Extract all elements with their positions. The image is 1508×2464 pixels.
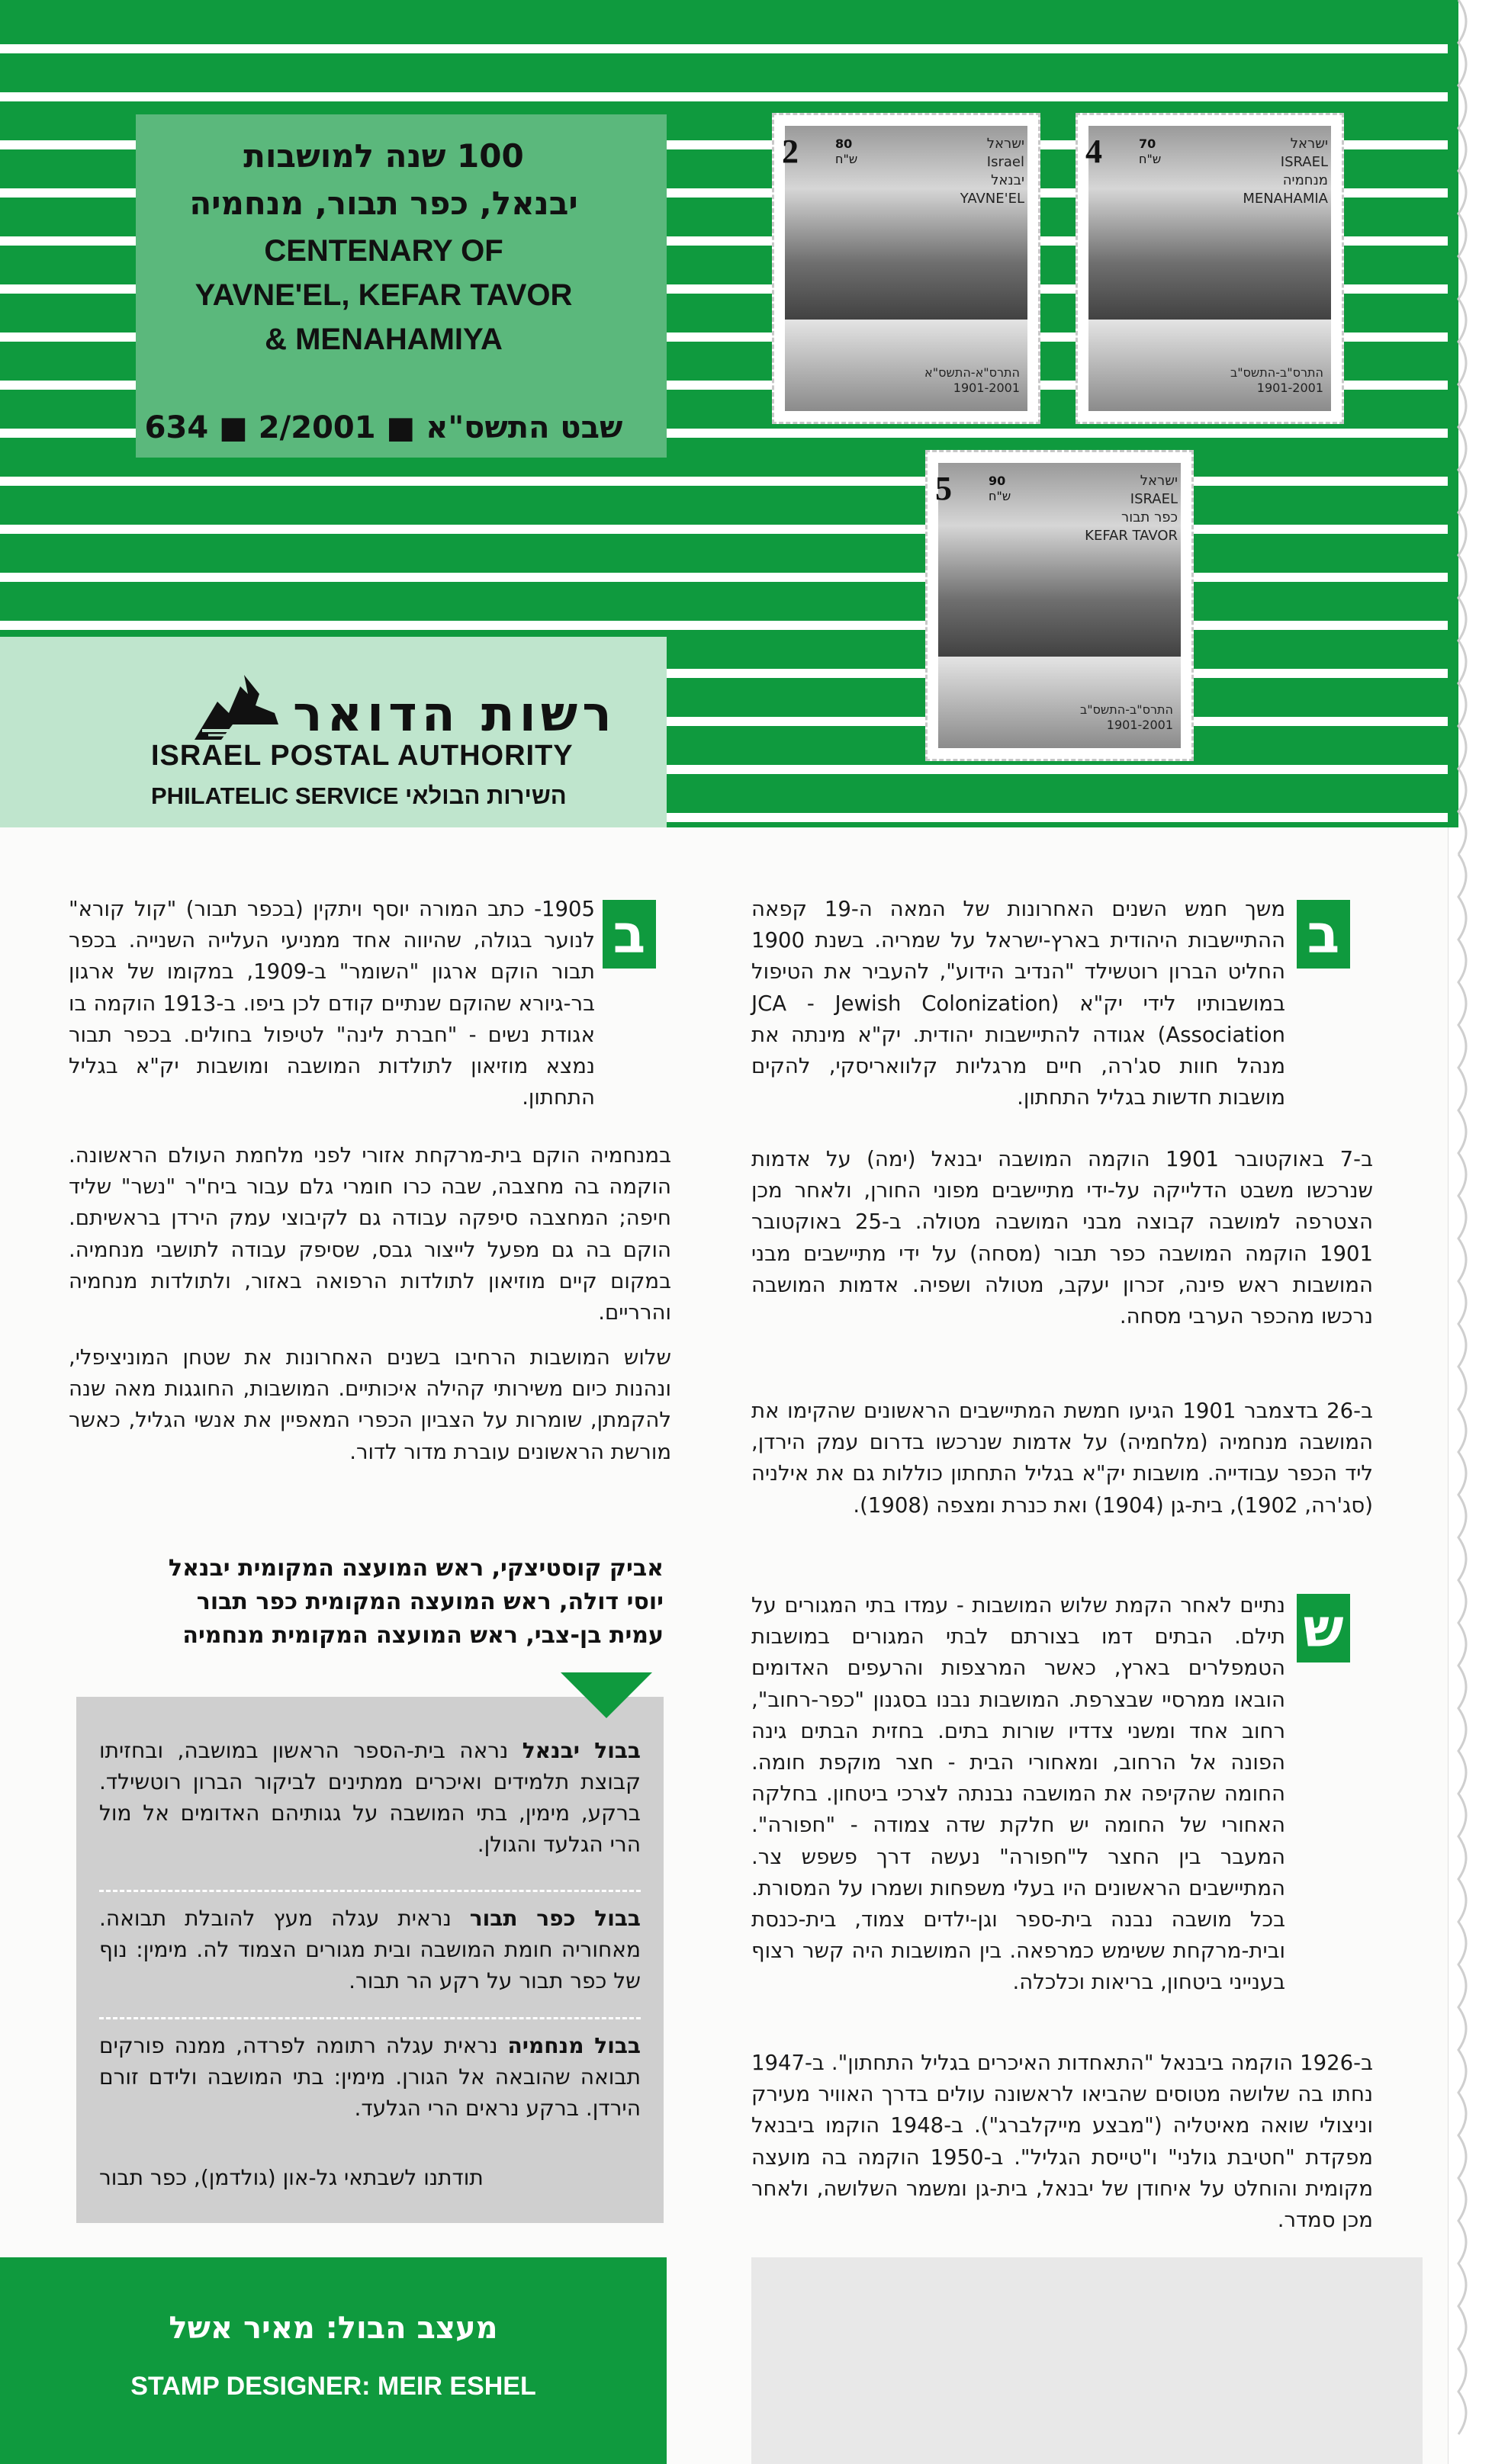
designer-english: STAMP DESIGNER: MEIR ESHEL <box>130 2372 536 2401</box>
stamp-value-unit: ש"ח <box>1139 152 1162 166</box>
philatelic-service: PHILATELIC SERVICE השירות הבולאי <box>151 782 567 809</box>
stamp-caption: ישראל ISRAEL כפר תבור KEFAR TAVOR <box>1085 473 1178 544</box>
signatures <box>53 1552 664 1653</box>
authority-name: ISRAEL POSTAL AUTHORITY <box>151 740 574 772</box>
history-text-later: ב-1926 הוקמה ביבנאל "התאחדות האיכרים בגליל התחתון". ב-1947 נחתו בה שלושה מטוסים שהביאו לראשונה עולים בדרך האוויר מעירק וניצולי שואה מאיטליה ("מבצע מייקלברג"). ב-1948 הוקמו ביבנאל מפקדת "חטיבת גולני" ו"טייסת הגליל". ב-1950 הוקמה בה מועצה מקומית והוחלט על איחודן של יבנאל, בית-גן ומשמר השלושה, ולאחר מכן סמדר. <box>751 2051 1374 2233</box>
designer-hebrew: מעצב הבול: מאיר אשל <box>169 2311 498 2346</box>
stamp-caption: ישראל Israel יבנאל YAVNE'EL <box>960 136 1024 207</box>
stamp-caption: ישראל ISRAEL מנחמיה MENAHAMIA <box>1243 136 1328 207</box>
divider <box>99 2017 641 2019</box>
stamp-value: 4 <box>1085 133 1102 170</box>
stamp-value: 2 <box>782 133 799 170</box>
faint-background-panel <box>751 2257 1423 2464</box>
issue-number: 634 ■ 2/2001 ■ שבט התשס"א <box>144 410 623 445</box>
title-panel <box>136 114 667 458</box>
description-lead: בבול מנחמיה <box>507 2033 641 2058</box>
stamp-value: 5 <box>935 470 952 507</box>
description-lead: בבול כפר תבור <box>469 1906 641 1931</box>
divider <box>99 1890 641 1892</box>
down-arrow-icon <box>561 1672 652 1718</box>
description-text: נראית עגלה רתומה לפרדה, ממנה פורקים תבואה שהובאה אל הגורן. מימין: בתי המושבה ולידם זורם הירדן. ברקע נראים הרי הגלעד. <box>99 2033 641 2121</box>
dropcap-bet-left: ב <box>603 900 656 969</box>
title-english-line2: YAVNE'EL, KEFAR TAVOR <box>195 278 573 312</box>
history-text-architecture: נתיים לאחר הקמת שלוש המושבות - עמדו בתי המגורים על תילם. הבתים דמו בצורתם לבתי המגורים במושבות הטמפלרים בארץ, כאשר המרצפות והרעפים האדומים הובאו ממרסיי שבצרפת. המושבות נבנו בסגנון "כפר-רחוב", רחוב אחד ומשני צדדיו שורות בתים. בחזית הבתים גינה הפונה אל הרחוב, ומאחורי הבית - חצר מוקפת חומה. החומה שהקיפה את המושבה נבנתה לצרכי ביטחון. בחלקה האחורי של החומה יש חלקת שדה צמודה - "חפורה". המעבר בין החצר ל"חפורה" נעשה דרך פשפש צר. המתיישבים הראשונים היו בעלי משפחות ושמרו על המסורת. בכל מושבה נבנה בית-ספר וגן-ילדים צמוד, בית-כנסת ובית-מרקחת ששימש כמרפאה. בין המושבות היה קשר רצוף בענייני ביטחון, בריאות וכלכלה. <box>751 1593 1285 1995</box>
stamp-menahamia <box>1076 113 1344 424</box>
history-text-today: שלוש המושבות הרחיבו בשנים האחרונות את שטחן המוניציפלי, ונהנות כיום משירותי קהילה איכותיים. המושבות, החוגגות מאה שנה להקמתן, שומרות על הצביון הכפרי המאפיין את אנשי הגליל, כאשר מורשת הראשונים עוברת מדור לדור. <box>69 1345 671 1464</box>
description-menahamia <box>99 2030 641 2124</box>
stamp-kefar-tavor <box>925 450 1194 761</box>
stamp-date: התרס"א-התשס"א 1901-2001 <box>924 365 1020 395</box>
title-english-line3: & MENAHAMIYA <box>265 323 503 356</box>
history-text-kefar-tavor: 1905- כתב המורה יוסף ויתקין (בכפר תבור) "קול קורא" לנוער בגולה, שהיווה אחד ממניעי העלייה השנייה. בכפר תבור הוקם ארגון "השומר" ב-1909, במקומו של ארגון בר-גיורא שהוקם שנתיים קודם לכן ביפו. ב-1913 הוקמה בו אגודת נשים - "חברת לינה" לטיפול בחולים. בכפר תבור נמצא מוזיאון לתולדות המושבה ומושבות יק"א בגליל התחתון. <box>69 897 595 1110</box>
stamp-date: התרס"ב-התשס"ב 1901-2001 <box>1230 365 1323 395</box>
stamp-yavneel <box>772 113 1040 424</box>
stamp-value-unit: ש"ח <box>835 152 858 166</box>
stamp-value-agorot: 90 <box>989 474 1006 488</box>
stamp-date: התרס"ב-התשס"ב 1901-2001 <box>1079 702 1173 732</box>
stamp-value-agorot: 80 <box>835 137 853 151</box>
history-text-intro: משך חמש השנים האחרונות של המאה ה-19 קפאה ההתיישבות היהודית בארץ-ישראל על שמריה. בשנת 1900 החליט הברון רוטשילד "הנדיב הידוע", להעביר את הטיפול במושבותיו לידי יק"א (JCA - Jewish Colonization Association) אגודה להתיישבות יהודית. יק"א מינתה את מנהל חוות סג'רה, חיים מרגליות קלוואריסקי, להקים מושבות חדשות בגליל התחתון. <box>751 897 1285 1110</box>
dropcap-bet: ב <box>1297 900 1350 969</box>
authority-logo-text: רשות הדואר <box>293 686 616 743</box>
description-text: נראית עגלה מעץ להובלת תבואה. מאחוריה חומת המושבה ובית מגורים הצמוד לה. מימין: נוף של כפר תבור על רקע הר תבור. <box>99 1906 641 1993</box>
stamp-value-agorot: 70 <box>1139 137 1156 151</box>
description-text: נראה בית-הספר הראשון במושבה, ובחזיתו קבוצת תלמידים ואיכרים ממתינים לביקור הברון רוטשילד. ברקע, מימין, בתי המושבה על גגותיהם האדומים אל מול הרי הגלעד והגולן. <box>99 1738 641 1857</box>
designer-band <box>0 2257 667 2464</box>
title-hebrew-line1: 100 שנה למושבות <box>243 137 524 175</box>
perforated-edge <box>1448 0 1508 2464</box>
dropcap-shin: ש <box>1297 1594 1350 1662</box>
title-hebrew-line2: יבנאל, כפר תבור, מנחמיה <box>189 185 578 222</box>
description-lead: בבול יבנאל <box>522 1738 641 1763</box>
stag-logo-icon <box>187 671 286 747</box>
signature-kefar-tavor: יוסי דולה, ראש המועצה המקומית כפר תבור <box>196 1589 664 1615</box>
description-yavneel <box>99 1735 641 1860</box>
title-english-line1: CENTENARY OF <box>264 234 503 268</box>
stamp-value-unit: ש"ח <box>989 489 1011 503</box>
title-english <box>136 229 632 361</box>
signature-yavneel: אביק קוסטיצקי, ראש המועצה המקומית יבנאל <box>168 1555 664 1582</box>
signature-menahamia: עמית בן-צבי, ראש המועצה המקומית מנחמיה <box>182 1622 664 1649</box>
history-text-menahamia: ב-26 בדצמבר 1901 הגיעו חמשת המתיישבים הראשונים שהקימו את המושבה מנחמיה (מלחמיה) על אדמות שנרכשו בדרום עמק הירדן, ליד הכפר עבודייה. מושבות יק"א בגליל התחתון כוללות גם את אילניה (סג'רה, 1902), בית-גן (1904) ואת כנרת ומצפה (1908). <box>751 1399 1373 1518</box>
acknowledgement: תודתנו לשבתאי גל-און (גולדמן), כפר תבור <box>99 2165 484 2190</box>
history-text-menahamia-industry: במנחמיה הוקם בית-מרקחת אזורי לפני מלחמת העולם הראשונה. הוקמה בה מחצבה, שבה כרו חומרי גלם עבור ביח"ר "נשר" שליד חיפה; המחצבה סיפקה עבודה גם לקיבוצי עמק הירדן בראשיתם. הוקם בה גם מפעל לייצור גבס, שסיפק עבודה לתושבי מנחמיה. במקום קיים מוזיאון לתולדות הרפואה באזור, ולתולדות מנחמיה והרריים. <box>69 1143 671 1325</box>
description-kefar-tavor <box>99 1903 641 1997</box>
history-text-founding: ב-7 באוקטובר 1901 הוקמה המושבה יבנאל (ימה) על אדמות שנרכשו משבט הדלייקה על-ידי מתיישבים מפוני החורן, ולאחר מכן הצטרפה למושבה קבוצה מבני המושבה מטולה. ב-25 באוקטובר 1901 הוקמה המושבה כפר תבור (מסחה) על ידי מתיישבים מבני המושבות ראש פינה, זכרון יעקב, מטולה ושפיה. אדמות המושבה נרכשו מהכפר הערבי מסחה. <box>751 1147 1373 1329</box>
